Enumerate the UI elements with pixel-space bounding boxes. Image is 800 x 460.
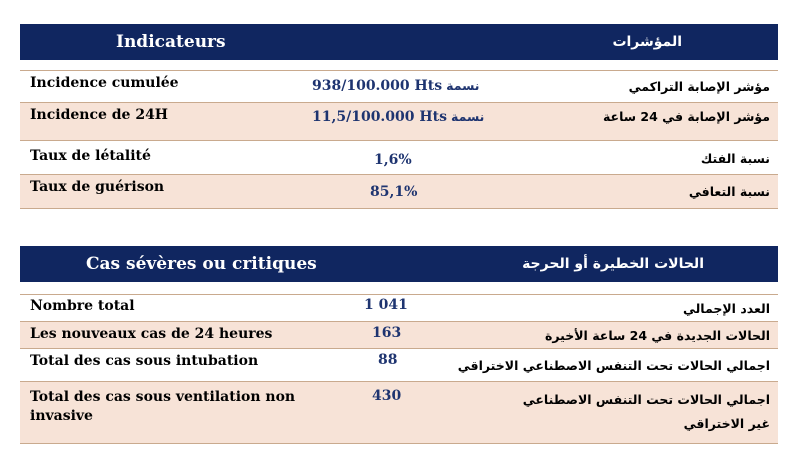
indicators-table xyxy=(20,24,778,209)
row-value: 163 xyxy=(372,325,402,341)
row-label-ar: مؤشر الإصابة التراكمي xyxy=(628,79,770,94)
row-label-fr: Nombre total xyxy=(30,298,135,314)
severe-header xyxy=(20,246,778,282)
value-unit-ar: نسمة xyxy=(450,109,485,124)
severe-header-ar: الحالات الخطيرة أو الحرجة xyxy=(522,256,704,272)
row-label-fr: Total des cas sous intubation xyxy=(30,353,259,369)
row-label-ar: نسبة التعافي xyxy=(688,184,770,199)
row-label-ar: العدد الإجمالي xyxy=(682,301,770,316)
row-value xyxy=(312,109,484,125)
table-row xyxy=(20,71,778,103)
row-label-ar: نسبة الفتك xyxy=(700,151,770,166)
value-number: 11,5/100.000 Hts xyxy=(312,109,447,125)
indicators-header-ar: المؤشرات xyxy=(612,34,682,50)
row-value: 1 041 xyxy=(364,297,408,313)
row-value xyxy=(312,78,479,94)
value-number: 938/100.000 Hts xyxy=(312,78,443,94)
table-row xyxy=(20,349,778,382)
table-row xyxy=(20,382,778,444)
value-unit-ar: نسمة xyxy=(446,78,480,93)
row-label-ar: اجمالي الحالات تحت التنفس الاصطناعي الاختراقي xyxy=(457,358,770,373)
row-label-fr: Taux de guérison xyxy=(30,179,165,195)
table-row xyxy=(20,141,778,175)
severe-header-fr: Cas sévères ou critiques xyxy=(86,254,317,274)
row-label-fr: Incidence de 24H xyxy=(30,107,169,123)
row-label-ar: الحالات الجديدة في 24 ساعة الأخيرة xyxy=(544,328,770,343)
table-row xyxy=(20,322,778,349)
table-row xyxy=(20,295,778,322)
row-value: 430 xyxy=(372,388,402,404)
indicators-header xyxy=(20,24,778,60)
row-label-fr: Total des cas sous ventilation non invasive xyxy=(30,389,296,424)
row-value: 85,1% xyxy=(370,184,418,200)
indicators-header-fr: Indicateurs xyxy=(116,32,226,52)
row-value: 88 xyxy=(378,352,398,368)
row-label-fr: Les nouveaux cas de 24 heures xyxy=(30,326,273,342)
row-label-fr: Taux de létalité xyxy=(30,148,151,164)
table-row xyxy=(20,175,778,209)
table-row xyxy=(20,103,778,141)
severe-cases-table xyxy=(20,246,778,444)
row-label-fr: Incidence cumulée xyxy=(30,75,179,91)
row-label-ar: اجمالي الحالات تحت التنفس الاصطناعي غير الاختراقي xyxy=(522,392,770,431)
row-value: 1,6% xyxy=(374,152,412,168)
row-label-ar: مؤشر الإصابة في 24 ساعة xyxy=(602,109,770,124)
